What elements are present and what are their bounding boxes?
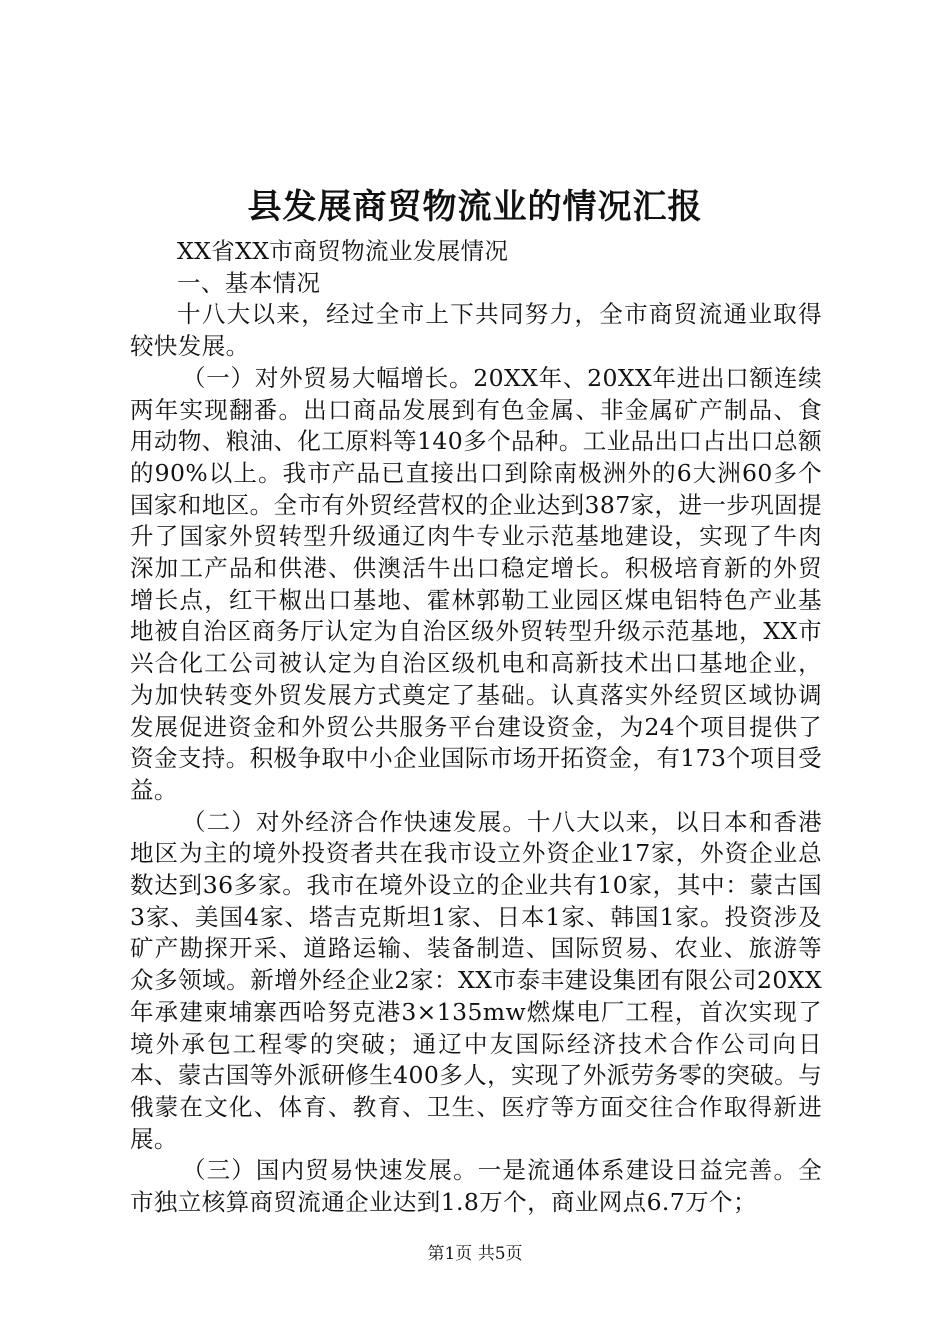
- document-body: [130, 236, 822, 1219]
- section-heading: 一、基本情况: [177, 268, 321, 297]
- subtitle-paragraph: XX省XX市商贸物流业发展情况: [177, 237, 509, 265]
- domestic-trade-paragraph: （三）国内贸易快速发展。一是流通体系建设日益完善。全市独立核算商贸流通企业达到1.8万个，商业网点6.7万个；: [130, 1156, 822, 1217]
- intro-paragraph: 十八大以来，经过全市上下共同努力，全市商贸流通业取得较快发展。: [130, 300, 822, 361]
- economic-cooperation-paragraph: （二）对外经济合作快速发展。十八大以来，以日本和香港地区为主的境外投资者共在我市设立外资企业17家，外资企业总数达到36多家。我市在境外设立的企业共有10家，其中：蒙古国3家、美国4家、塔吉克斯坦1家、日本1家、韩国1家。投资涉及矿产勘探开采、道路运输、装备制造、国际贸易、农业、旅游等众多领域。新增外经企业2家：XX市泰丰建设集团有限公司20XX年承建柬埔寨西哈努克港3×135mw燃煤电厂工程，首次实现了境外承包工程零的突破；通辽中友国际经济技术合作公司向日本、蒙古国等外派研修生400多人，实现了外派劳务零的突破。与俄蒙在文化、体育、教育、卫生、医疗等方面交往合作取得新进展。: [130, 807, 822, 1153]
- document-title: 县发展商贸物流业的情况汇报: [247, 187, 703, 227]
- page-footer: 第1页 共5页: [427, 1244, 523, 1264]
- foreign-trade-paragraph: （一）对外贸易大幅增长。20XX年、20XX年进出口额连续两年实现翻番。出口商品发展到有色金属、非金属矿产制品、食用动物、粮油、化工原料等140多个品种。工业品出口占出口总额的90%以上。我市产品已直接出口到除南极洲外的6大洲60多个国家和地区。全市有外贸经营权的企业达到387家，进一步巩固提升了国家外贸转型升级通辽肉牛专业示范基地建设，实现了牛肉深加工产品和供港、供澳活牛出口稳定增长。积极培育新的外贸增长点，红干椒出口基地、霍林郭勒工业园区煤电铝特色产业基地被自治区商务厅认定为自治区级外贸转型升级示范基地，XX市兴合化工公司被认定为自治区级机电和高新技术出口基地企业，为加快转变外贸发展方式奠定了基础。认真落实外经贸区域协调发展促进资金和外贸公共服务平台建设资金，为24个项目提供了资金支持。积极争取中小企业国际市场开拓资金，有173个项目受益。: [130, 363, 822, 804]
